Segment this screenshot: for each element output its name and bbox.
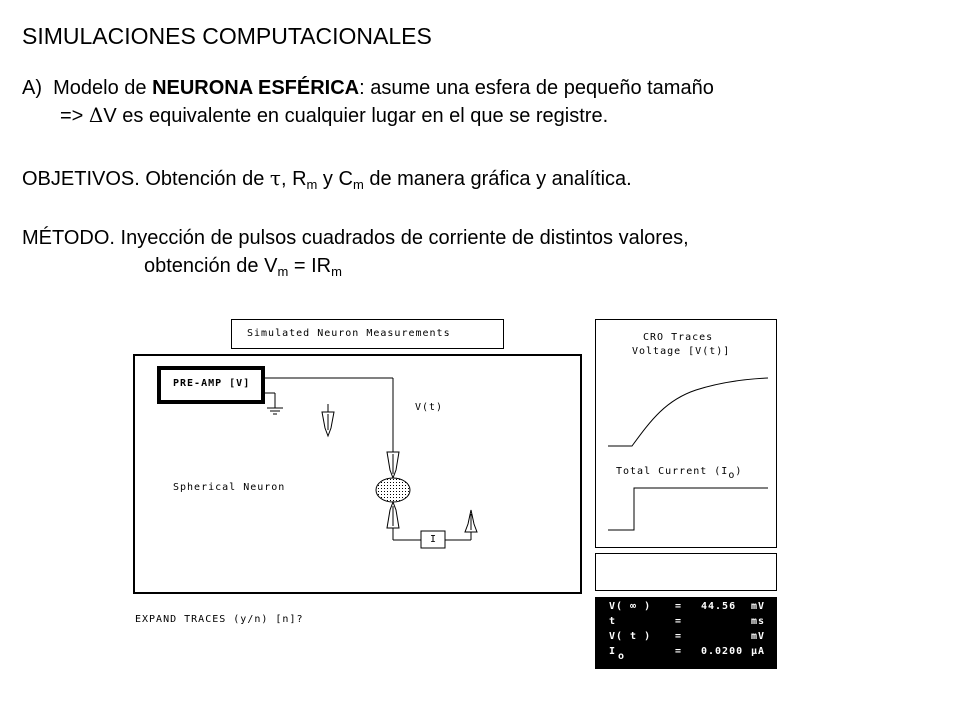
cro-traces: [596, 320, 776, 547]
model-line-2: [60, 103, 608, 128]
readout-v-inf-value: 44.56: [701, 601, 737, 612]
metodo-mid: = IR: [288, 255, 332, 277]
metodo-line-2: [144, 254, 342, 278]
simulator-title: Simulated Neuron Measurements: [247, 328, 451, 339]
current-label-sub: o: [728, 470, 736, 481]
spherical-neuron-icon: [376, 478, 410, 502]
rm2-subscript: m: [331, 264, 342, 279]
model-prefix: A) Modelo de: [22, 77, 153, 99]
rm-subscript: m: [306, 177, 318, 192]
readout-v-inf-name: V( ∞ ): [609, 601, 652, 612]
arrow-text: =>: [60, 105, 89, 127]
readout-io-unit: μA: [751, 646, 766, 657]
objetivos-line: [22, 166, 632, 191]
current-trace: [608, 488, 768, 530]
recording-electrode-icon: [387, 452, 399, 478]
readout-v-inf-unit: mV: [751, 601, 766, 612]
objetivos-rm: , R: [280, 168, 307, 190]
cro-title-line-1: CRO Traces: [643, 332, 714, 343]
vt-label: V(t): [415, 402, 444, 413]
cro-title-line-2: Voltage [V(t)]: [632, 346, 731, 357]
slide-title: SIMULACIONES COMPUTACIONALES: [22, 23, 432, 49]
readout-io-name: I: [609, 646, 617, 657]
readout-v-t-eq: =: [675, 631, 683, 642]
idle-electrode-icon: [322, 404, 334, 436]
metodo-line-1: MÉTODO. Inyección de pulsos cuadrados de corriente de distintos valores,: [22, 227, 689, 249]
current-source-label: I: [430, 534, 438, 545]
cm-subscript: m: [352, 177, 364, 192]
voltage-trace: [608, 378, 768, 446]
readout-v-inf-eq: =: [675, 601, 683, 612]
preamp-label: PRE-AMP [V]: [173, 378, 251, 389]
circuit-panel: [133, 354, 582, 594]
model-line-1: [22, 76, 714, 100]
empty-status-box: [595, 553, 777, 591]
stimulating-electrode-icon: [387, 502, 399, 528]
delta-symbol: Δ: [88, 103, 104, 127]
expand-traces-prompt[interactable]: EXPAND TRACES (y/n) [n]?: [135, 614, 304, 625]
model-rest: : asume una esfera de pequeño tamaño: [359, 77, 714, 99]
current-trace-label: [616, 466, 743, 481]
cro-panel: [595, 319, 777, 548]
return-electrode-icon: [465, 510, 477, 532]
current-label-close: ): [735, 466, 743, 477]
readout-v-t-unit: mV: [751, 631, 766, 642]
readout-t-eq: =: [675, 616, 683, 627]
readout-io-value: 0.0200: [701, 646, 744, 657]
tau-symbol: τ: [269, 166, 281, 190]
objetivos-cm: y C: [317, 168, 353, 190]
readout-panel: [595, 597, 777, 669]
current-label-text: Total Current (I: [616, 466, 729, 477]
readout-t-name: t: [609, 616, 617, 627]
neuron-label: Spherical Neuron: [173, 482, 286, 493]
readout-io-eq: =: [675, 646, 683, 657]
model-line2-rest: V es equivalente en cualquier lugar en el que se registre.: [103, 105, 609, 127]
objetivos-prefix: OBJETIVOS. Obtención de: [22, 168, 270, 190]
simulator-title-box: [231, 319, 504, 349]
vm-subscript: m: [277, 264, 289, 279]
circuit-diagram: [135, 356, 580, 592]
readout-v-t-name: V( t ): [609, 631, 652, 642]
readout-io-sub: o: [618, 651, 626, 662]
model-bold: NEURONA ESFÉRICA: [152, 77, 360, 99]
objetivos-rest: de manera gráfica y analítica.: [363, 168, 632, 190]
readout-t-unit: ms: [751, 616, 766, 627]
metodo-prefix: obtención de V: [144, 255, 278, 277]
